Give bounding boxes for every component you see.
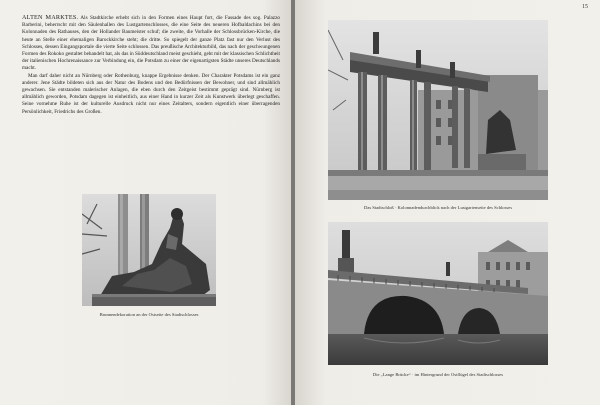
paragraph-1-text: Als Stadtkirche erhebt sich in den Formen eines Haupt fort, die Fassade des sog. Palazzo Barberini, beherrscht mit den Säulenhallen des Lustgartenschlosses, die eine Seite des neueren Hofbaldachins bei den Kolonnaden des Rathauses, den der Hollander Baumeister schuf; die zweite, die Vorhalle der Schlossbrücken-Kirche, die heute an Stelle einer ehemaligen Barockkirche steht; die dritte. So spiegelt der ganze Platz fast nur den Verlust des Schlosses, dessen Eingangsportale die vierte Seite schlossen. Das preußische Architekturbild, das nach der geschwungenen Formen des Rokoko gestaltet behandelt hat, als das in Süddeutschland meist geschieht, geht mit der klassischen Schlichtheit der italienischen Hochrenaissance zur Verbindung ein, die Potsdam zu einer der eigenartigsten Städte unseres Deutschlands macht. <box>22 15 281 72</box>
caption-colonnade: Das Stadtschloß · Kolonnadendurchblick nach der Lustgartenseite des Schlosses <box>364 205 512 210</box>
page-number: 15 <box>582 4 588 10</box>
long-bridge-image <box>328 222 548 365</box>
caption-bridge: Die „Lange Brücke“ · im Hintergrund der Ostflügel des Stadtschlosses <box>372 372 504 377</box>
photo-fountain-sculpture <box>82 194 216 306</box>
caption-fountain: Brunnendekoration an der Ostseite des Stadtschlosses <box>99 312 199 317</box>
colonnade-image <box>328 20 548 200</box>
lead-heading: ALTEN MARKTES. <box>22 14 79 21</box>
left-page <box>0 0 292 405</box>
photo-long-bridge <box>328 222 548 365</box>
fountain-sculpture-image <box>82 194 216 306</box>
paragraph-1 <box>22 14 280 73</box>
body-text <box>22 14 280 116</box>
right-page <box>295 0 600 405</box>
photo-colonnade <box>328 20 548 200</box>
paragraph-2: Man darf daher nicht an Nürnberg oder Rothenburg, knappe Ergebnisse denken. Der Charakter Potsdams ist ein ganz anderer. Jene Städte bildeten sich aus der Natur des Bodens und den Bedürfnissen der Bewohner, und sind allmählich gewachsen. Sie entstanden malerischer Anlagen, die eben durch den Zeitgeist bestimmt geprägt sind. Nürnberg ist allmählich geworden, Potsdam dagegen ist einheitlich, aus einer Hand in kurzer Zeit als Kunstwerk überlegt geschaffen. Seine vornehme Ruhe ist der kulturelle Ausdruck nicht nur eines Zeitalters, sondern eigentlich einer überragenden Persönlichkeit, Friedrichs des Großen. <box>22 72 280 115</box>
